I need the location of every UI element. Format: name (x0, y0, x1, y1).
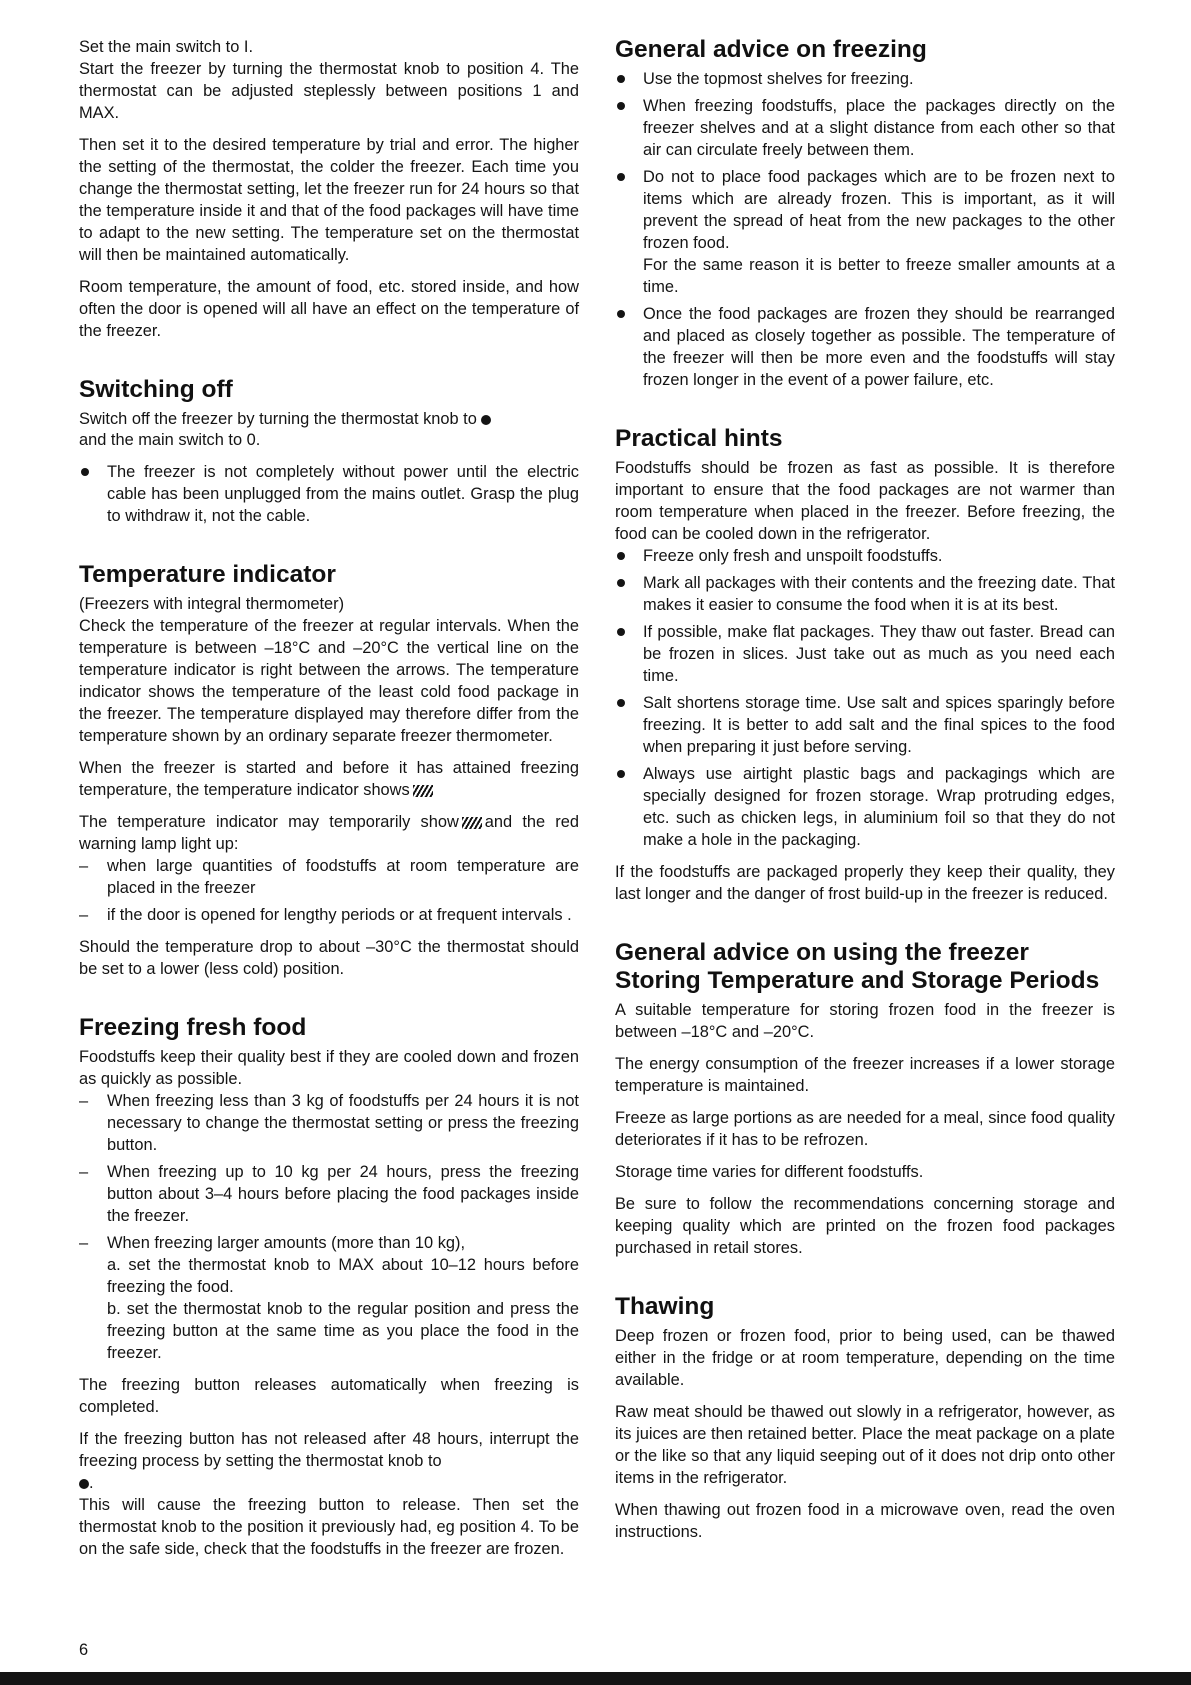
temp-indicator-note: (Freezers with integral thermometer) (79, 595, 345, 613)
right-column (615, 36, 1115, 1553)
general-advice-freezing-heading: General advice on freezing (615, 36, 927, 63)
freezing-fresh-food-heading: Freezing fresh food (79, 1014, 307, 1041)
freezing-fresh-list (79, 1090, 579, 1364)
list-item: Once the food packages are frozen they should be rearranged and placed as closely together as possible. The temperature of the freezer will then be more even and the foodstuffs will stay frozen longer in the event of a power failure, etc. (615, 303, 1115, 391)
hatched-indicator-icon (413, 785, 433, 797)
thawing-para-2: Raw meat should be thawed out slowly in a refrigerator, however, as its juices are then retained better. Place the meat package on a plate or the like so that any liquid seeping out of it does not drip onto other items in the refrigerator. (615, 1403, 1115, 1487)
left-column (79, 36, 579, 1570)
practical-hints-heading: Practical hints (615, 425, 783, 452)
list-item: – When freezing larger amounts (more than 10 kg), a. set the thermostat knob to MAX about 10–12 hours before freezing the food. b. set the thermostat knob to the regular position and press the freezing button at the same time as you place the food in the freezer. (79, 1232, 579, 1364)
list-item: – when large quantities of foodstuffs at room temperature are placed in the freezer (79, 855, 579, 899)
list-item: Freeze only fresh and unspoilt foodstuffs. (615, 545, 1115, 567)
temp-indicator-list (79, 855, 579, 926)
using-freezer-para-4: Storage time varies for different foodstuffs. (615, 1163, 924, 1181)
hatched-indicator-icon (462, 817, 482, 829)
bottom-border (0, 1672, 1191, 1685)
section-practical-hints (615, 425, 1115, 905)
off-position-dot-icon (481, 415, 491, 425)
temp-indicator-para-1: Check the temperature of the freezer at regular intervals. When the temperature is between –18°C and –20°C the vertical line on the temperature indicator is right between the arrows. The temperature indicator shows the temperature of the least cold food package in the freezer. The temperature displayed may therefore differ from the temperature shown by an ordinary separate freezer thermometer. (79, 617, 579, 745)
intro-line-1: Set the main switch to I. (79, 38, 253, 56)
thawing-para-3: When thawing out frozen food in a microwave oven, read the oven instructions. (615, 1501, 1115, 1541)
section-switching-off (79, 376, 579, 527)
section-freezing-fresh-food (79, 1014, 579, 1560)
switching-off-list (79, 461, 579, 527)
freezing-fresh-para-3: If the freezing button has not released after 48 hours, interrupt the freezing process by setting the thermostat knob to . (79, 1430, 579, 1492)
switching-off-para: Switch off the freezer by turning the thermostat knob to (79, 408, 579, 430)
list-item: If possible, make flat packages. They thaw out faster. Bread can be frozen in slices. Just take out as much as you need each time. (615, 621, 1115, 687)
switching-off-para-2: and the main switch to 0. (79, 431, 261, 449)
practical-hints-para-2: If the foodstuffs are packaged properly they keep their quality, they last longer and the danger of frost build-up in the freezer is reduced. (615, 863, 1115, 903)
switching-off-heading: Switching off (79, 376, 233, 403)
list-item: Use the topmost shelves for freezing. (615, 68, 1115, 90)
list-item: When freezing foodstuffs, place the packages directly on the freezer shelves and at a slight distance from each other so that air can circulate freely between them. (615, 95, 1115, 161)
freezing-fresh-para-2: The freezing button releases automatically when freezing is completed. (79, 1376, 579, 1416)
using-freezer-para-5: Be sure to follow the recommendations concerning storage and keeping quality which are printed on the frozen food packages purchased in retail stores. (615, 1195, 1115, 1257)
freezing-fresh-para-4: This will cause the freezing button to release. Then set the thermostat knob to the position it previously had, eg position 4. To be on the safe side, check that the foodstuffs in the freezer are frozen. (79, 1496, 579, 1558)
section-using-freezer (615, 939, 1115, 1259)
list-item: – When freezing up to 10 kg per 24 hours, press the freezing button about 3–4 hours before placing the food packages inside the freezer. (79, 1161, 579, 1227)
storage-periods-heading: Storing Temperature and Storage Periods (615, 967, 1100, 994)
off-position-dot-icon (79, 1479, 89, 1489)
temp-indicator-para-3: The temperature indicator may temporarily show and the red warning lamp light up: (79, 813, 579, 853)
using-freezer-heading: General advice on using the freezer (615, 939, 1029, 966)
intro-para-1: Start the freezer by turning the thermostat knob to position 4. The thermostat can be adjusted steplessly between positions 1 and MAX. (79, 60, 579, 122)
section-general-advice-freezing (615, 36, 1115, 391)
intro-para-2: Then set it to the desired temperature by trial and error. The higher the setting of the thermostat, the colder the freezer. Each time you change the thermostat setting, let the freezer run for 24 hours so that the temperature inside it and that of the food packages will have time to adapt to the new setting. The temperature set on the thermostat will then be maintained automatically. (79, 136, 579, 264)
practical-hints-list (615, 545, 1115, 851)
section-temperature-indicator (79, 561, 579, 980)
using-freezer-para-1: A suitable temperature for storing frozen food in the freezer is between –18°C and –20°C. (615, 1001, 1115, 1041)
thawing-heading: Thawing (615, 1293, 715, 1320)
list-item: – When freezing less than 3 kg of foodstuffs per 24 hours it is not necessary to change the thermostat setting or press the freezing button. (79, 1090, 579, 1156)
list-item: The freezer is not completely without power until the electric cable has been unplugged from the mains outlet. Grasp the plug to withdraw it, not the cable. (79, 461, 579, 527)
list-item: Salt shortens storage time. Use salt and spices sparingly before freezing. It is better to add salt and the final spices to the food when preparing it just before serving. (615, 692, 1115, 758)
temp-indicator-para-2: When the freezer is started and before it has attained freezing temperature, the temperature indicator shows (79, 759, 579, 799)
temperature-indicator-heading: Temperature indicator (79, 561, 336, 588)
list-item: Mark all packages with their contents and the freezing date. That makes it easier to consume the food when it is at its best. (615, 572, 1115, 616)
page-number: 6 (79, 1641, 89, 1659)
thawing-para-1: Deep frozen or frozen food, prior to being used, can be thawed either in the fridge or at room temperature, depending on the time available. (615, 1327, 1115, 1389)
general-advice-list (615, 68, 1115, 391)
temp-indicator-para-4: Should the temperature drop to about –30°C the thermostat should be set to a lower (less cold) position. (79, 938, 579, 978)
practical-hints-para-1: Foodstuffs should be frozen as fast as possible. It is therefore important to ensure that the food packages are not warmer than room temperature when placed in the freezer. Before freezing, the food can be cooled down in the refrigerator. (615, 459, 1115, 543)
list-item: Always use airtight plastic bags and packagings which are specially designed for frozen storage. Wrap protruding edges, etc. such as chicken legs, in aluminium foil so that they do not make a hole in the packaging. (615, 763, 1115, 851)
intro-para-3: Room temperature, the amount of food, etc. stored inside, and how often the door is opened will all have an effect on the temperature of the freezer. (79, 278, 579, 340)
freezing-fresh-para-1: Foodstuffs keep their quality best if they are cooled down and frozen as quickly as possible. (79, 1048, 579, 1088)
section-thawing (615, 1293, 1115, 1543)
using-freezer-para-3: Freeze as large portions as are needed for a meal, since food quality deteriorates if it has to be refrozen. (615, 1109, 1115, 1149)
list-item: – if the door is opened for lengthy periods or at frequent intervals . (79, 904, 579, 926)
list-item: Do not to place food packages which are to be frozen next to items which are already frozen. This is important, as it will prevent the spread of heat from the new packages to the other frozen food. For the same reason it is better to freeze smaller amounts at a time. (615, 166, 1115, 298)
using-freezer-para-2: The energy consumption of the freezer increases if a lower storage temperature is maintained. (615, 1055, 1115, 1095)
